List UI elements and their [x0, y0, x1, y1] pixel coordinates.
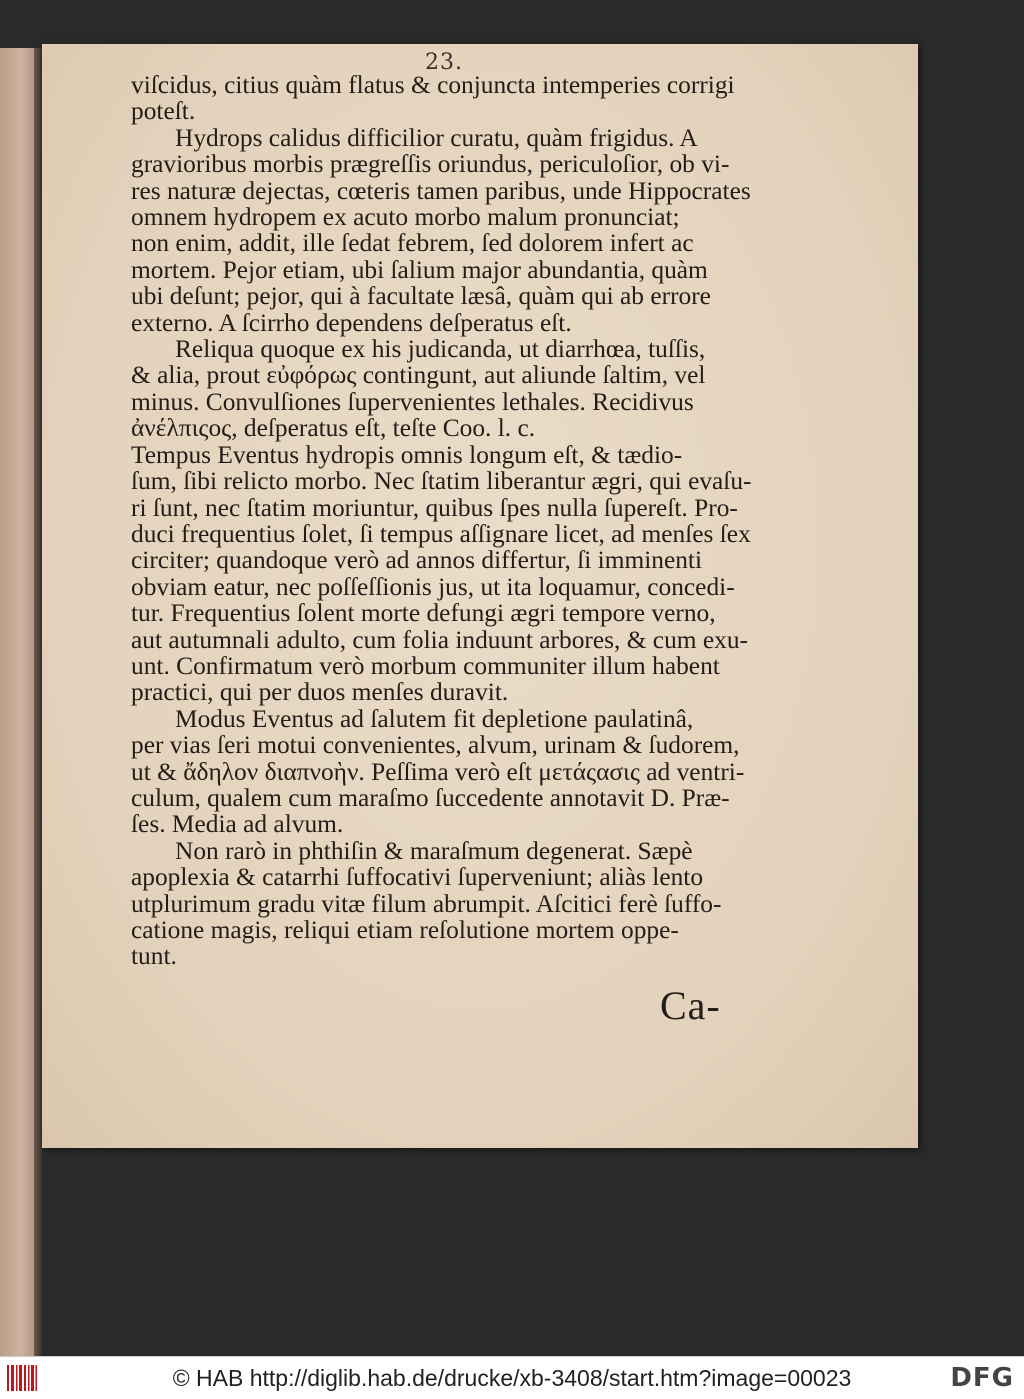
text-line: Modus Eventus ad ſalutem fit depletione paulatinâ, [175, 704, 694, 733]
paragraph [131, 72, 767, 125]
text-line: per vias ſeri motui convenientes, alvum, urinam & ſudorem, [131, 731, 740, 760]
text-line: ut & ἄδηλον διαπνοὴν. Peſſima verò eſt μετάςασις ad ventri- [131, 757, 745, 786]
copyright-url-text[interactable]: © HAB http://diglib.hab.de/drucke/xb-3408/start.htm?image=00023 [172, 1365, 852, 1391]
catchword: Ca- [660, 983, 721, 1028]
text-line: Non rarò in phthiſin & maraſmum degenerat. Sæpè [175, 836, 693, 865]
text-line: practici, qui per duos menſes duravit. [131, 678, 509, 707]
text-line: ἀνέλπιςος, deſperatus eſt, teſte Coo. l. c. [131, 414, 536, 443]
text-line: aut autumnali adulto, cum folia induunt arbores, & cum exu- [131, 625, 748, 654]
text-line: obviam eatur, nec poſſeſſionis jus, ut ita loquamur, concedi- [131, 572, 735, 601]
text-line: non enim, addit, ille ſedat febrem, ſed dolorem infert ac [131, 229, 694, 258]
text-line: omnem hydropem ex acuto morbo malum pronunciat; [131, 203, 680, 232]
text-line: tur. Frequentius ſolent morte defungi ægri tempore verno, [131, 599, 716, 628]
text-line: & alia, prout εὐφόρως contingunt, aut aliunde ſaltim, vel [131, 361, 706, 390]
text-line: res naturæ dejectas, cœteris tamen paribus, unde Hippocrates [131, 176, 751, 205]
text-line: unt. Confirmatum verò morbum communiter illum habent [131, 651, 720, 680]
page-text-block [131, 72, 767, 970]
text-line: poteſt. [131, 97, 196, 126]
paragraph [131, 838, 767, 970]
text-line: Hydrops calidus difficilior curatu, quàm frigidus. A [175, 123, 698, 152]
dfg-logo: DFG [950, 1363, 1014, 1393]
paragraph [131, 336, 767, 442]
text-line: gravioribus morbis prægreſſis oriundus, periculoſior, ob vi- [131, 150, 730, 179]
text-line: circiter; quandoque verò ad annos differtur, ſi imminenti [131, 546, 703, 575]
text-line: ubi deſunt; pejor, qui à facultate læsâ, quàm qui ab errore [131, 282, 711, 311]
text-line: externo. A ſcirrho dependens deſperatus eſt. [131, 308, 572, 337]
text-line: utplurimum gradu vitæ filum abrumpit. Aſcitici ferè ſuffo- [131, 889, 722, 918]
text-line: Reliqua quoque ex his judicanda, ut diarrhœa, tuſſis, [175, 335, 706, 364]
text-line: minus. Convulſiones ſupervenientes lethales. Recidivus [131, 387, 694, 416]
paragraph [131, 125, 767, 336]
text-line: ri ſunt, nec ſtatim moriuntur, quibus ſpes nulla ſupereſt. Pro- [131, 493, 738, 522]
text-line: viſcidus, citius quàm flatus & conjuncta intemperies corrigi [131, 71, 735, 99]
text-line: catione magis, reliqui etiam reſolutione mortem oppe- [131, 916, 679, 944]
text-line: tunt. [131, 942, 177, 971]
text-line: ſes. Media ad alvum. [131, 810, 344, 839]
paragraph [131, 706, 767, 838]
viewer-footer [0, 1356, 1024, 1399]
text-line: duci frequentius ſolet, ſi tempus aſſignare licet, ad menſes ſex [131, 519, 751, 548]
text-line: mortem. Pejor etiam, ubi ſalium major abundantia, quàm [131, 255, 708, 284]
text-line: Tempus Eventus hydropis omnis longum eſt, & tædio- [131, 440, 683, 469]
page-number: 23. [425, 50, 463, 75]
book-gutter [34, 48, 42, 1358]
text-line: apoplexia & catarrhi ſuffocativi ſuperveniunt; aliàs lento [131, 863, 704, 892]
text-line: ſum, ſibi relicto morbo. Nec ſtatim liberantur ægri, qui evaſu- [131, 467, 752, 496]
paragraph [131, 442, 767, 706]
text-line: culum, qualem cum maraſmo ſuccedente annotavit D. Præ- [131, 783, 730, 812]
